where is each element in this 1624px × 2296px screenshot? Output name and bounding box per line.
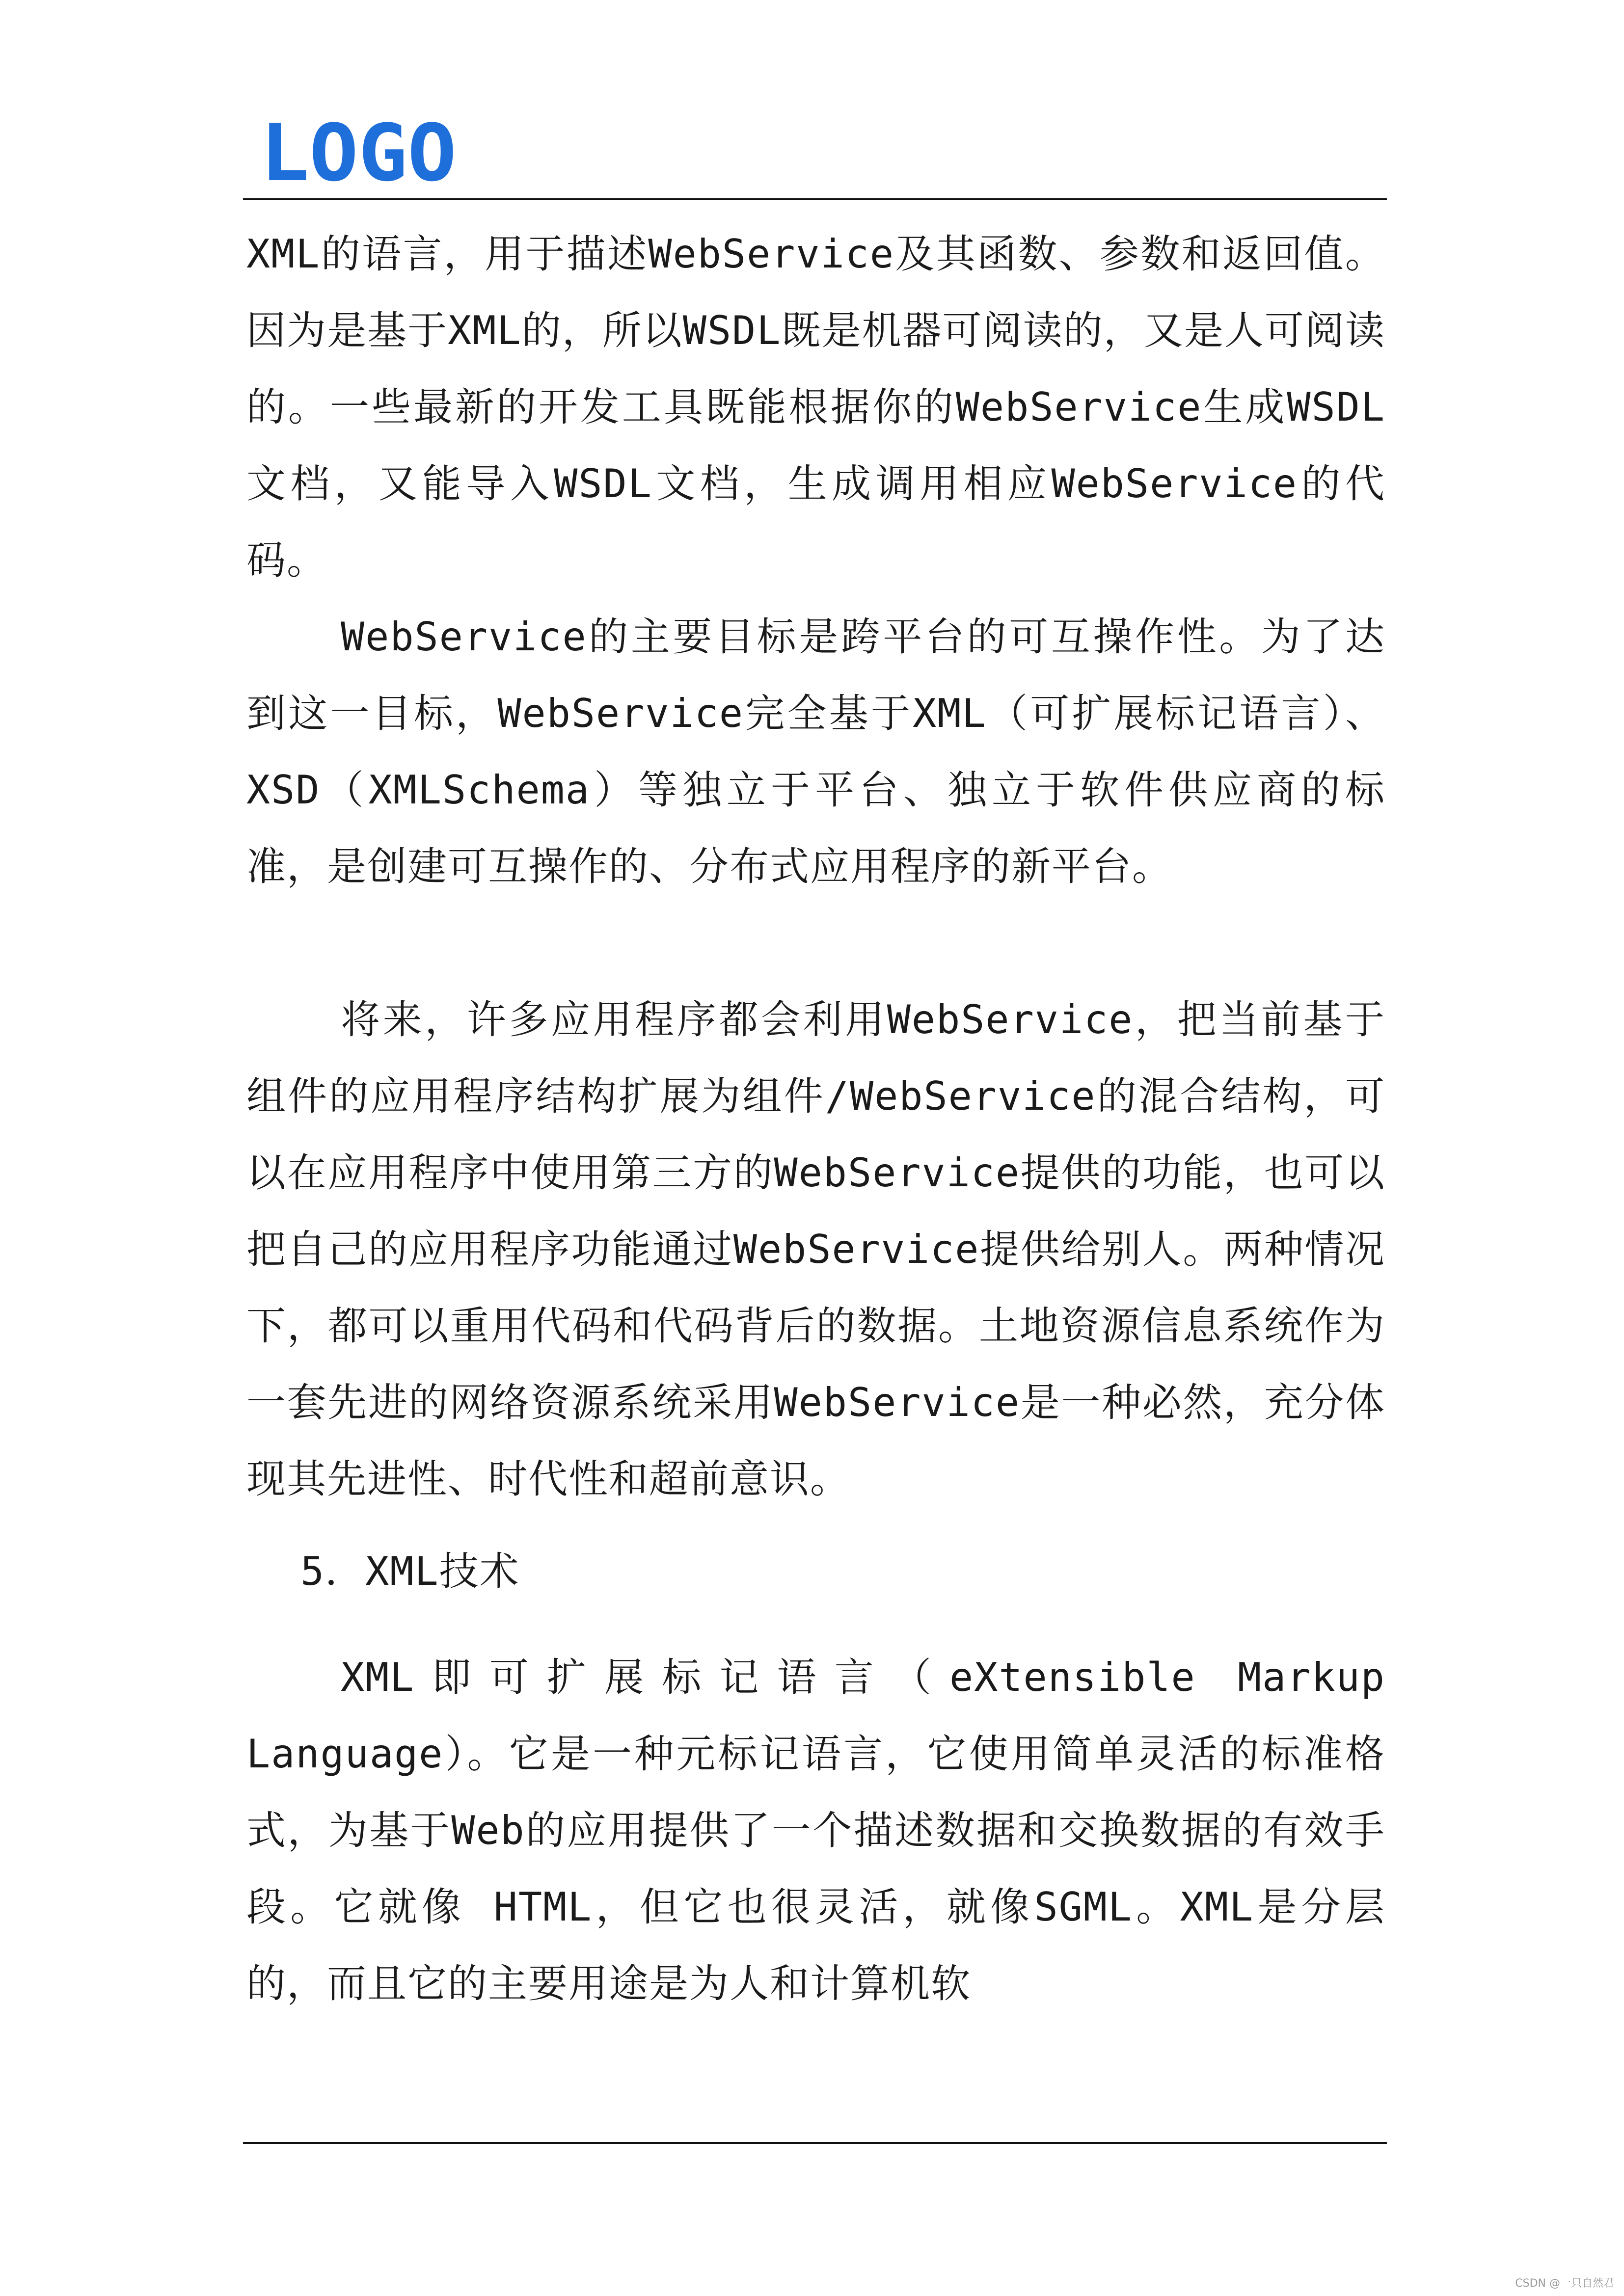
- footer-divider: [243, 2142, 1387, 2144]
- section-heading: 5．XML技术: [300, 1548, 520, 1594]
- document-body: [246, 216, 1385, 2022]
- header-divider: [243, 198, 1387, 200]
- paragraph-webservice-goal: WebService的主要目标是跨平台的可互操作性。为了达到这一目标，WebService完全基于XML（可扩展标记语言）、XSD（XMLSchema）等独立于平台、独立于软件供应商的标准，是创建可互操作的、分布式应用程序的新平台。: [246, 614, 1385, 889]
- paragraph-gap: [246, 905, 1385, 982]
- paragraph-xml-intro: XML即可扩展标记语言（eXtensible Markup Language）。它是一种元标记语言，它使用简单灵活的标准格式，为基于Web的应用提供了一个描述数据和交换数据的有效手段。它就像 HTML，但它也很灵活，就像SGML。XML是分层的，而且它的主要用途是为人和计算机软: [246, 1655, 1385, 2006]
- paragraph-wsdl: XML的语言，用于描述WebService及其函数、参数和返回值。因为是基于XML的，所以WSDL既是机器可阅读的，又是人可阅读的。一些最新的开发工具既能根据你的WebService生成WSDL文档，又能导入WSDL文档，生成调用相应WebService的代码。: [246, 231, 1385, 583]
- paragraph-webservice-future: 将来，许多应用程序都会利用WebService，把当前基于组件的应用程序结构扩展为组件/WebService的混合结构，可以在应用程序中使用第三方的WebService提供的功能，也可以把自己的应用程序功能通过WebService提供给别人。两种情况下，都可以重用代码和代码背后的数据。土地资源信息系统作为一套先进的网络资源系统采用WebService是一种必然，充分体现其先进性、时代性和超前意识。: [246, 997, 1385, 1502]
- company-logo: [260, 120, 457, 187]
- logo-graphic: [260, 120, 457, 187]
- watermark: CSDN @一只自然君: [1515, 2277, 1614, 2290]
- logo-text: LOGO: [260, 120, 457, 187]
